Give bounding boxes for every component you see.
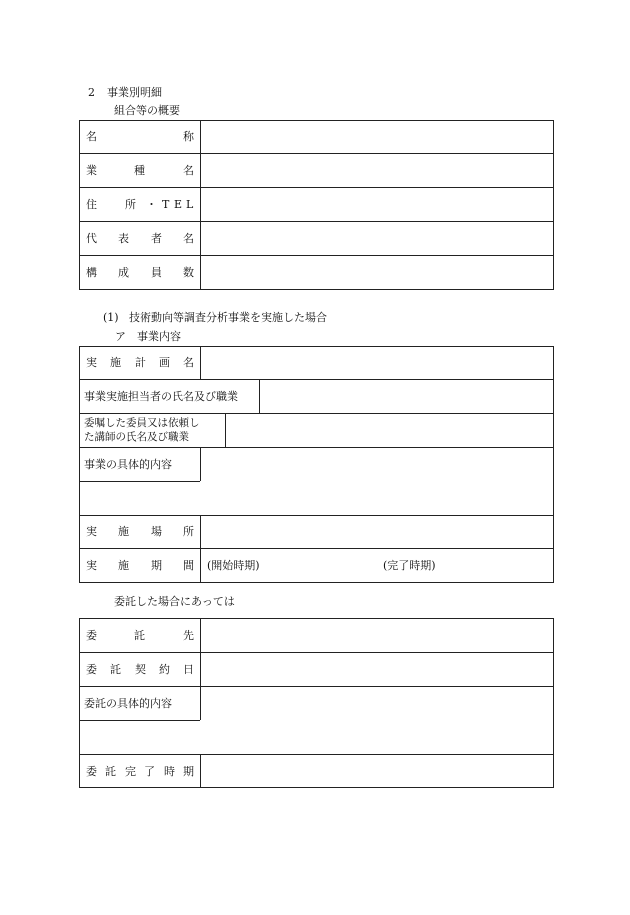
label-address-3: ・ xyxy=(146,198,157,211)
period-end-label: (完了時期) xyxy=(383,559,436,572)
name-value-cell[interactable] xyxy=(201,121,553,153)
label-plan-1: 実 xyxy=(86,356,97,369)
section-title: 事業別明細 xyxy=(107,86,162,99)
commissioned-value-cell[interactable] xyxy=(226,414,553,447)
entrust-heading: 委託した場合にあっては xyxy=(114,595,235,608)
industry-value-cell[interactable] xyxy=(201,154,553,187)
label-place-1: 実 xyxy=(86,525,97,538)
label-industry-3: 名 xyxy=(183,164,194,177)
label-commissioned-line1: 委嘱した委員又は依頼し xyxy=(84,417,200,429)
label-address-2: 所 xyxy=(125,198,136,211)
label-members-3: 員 xyxy=(151,266,162,279)
label-period-3: 期 xyxy=(151,559,162,572)
label-plan-5: 名 xyxy=(183,356,194,369)
part1-heading: 技術動向等調査分析事業を実施した場合 xyxy=(129,311,327,324)
label-period-4: 間 xyxy=(183,559,194,572)
label-completion-1: 委 xyxy=(86,765,97,778)
contract-date-value-cell[interactable] xyxy=(201,653,553,686)
label-party-3: 先 xyxy=(183,629,194,642)
section-subtitle: 組合等の概要 xyxy=(114,104,180,117)
entrust-details-line xyxy=(79,720,200,721)
label-party-1: 委 xyxy=(86,629,97,642)
part1-sub-a: ア 事業内容 xyxy=(115,330,181,343)
label-industry-2: 種 xyxy=(134,164,145,177)
label-address-6: L xyxy=(186,198,194,211)
label-commissioned-line2: た講師の氏名及び職業 xyxy=(84,431,189,443)
label-members-2: 成 xyxy=(118,266,129,279)
label-plan-3: 計 xyxy=(135,356,146,369)
label-plan-2: 施 xyxy=(110,356,121,369)
label-place-3: 場 xyxy=(151,525,162,538)
period-start-value-cell[interactable] xyxy=(270,549,375,582)
label-name-1: 名 xyxy=(86,130,97,143)
label-rep-4: 名 xyxy=(183,232,194,245)
label-manager: 事業実施担当者の氏名及び職業 xyxy=(84,390,238,403)
representative-value-cell[interactable] xyxy=(201,222,553,255)
label-name-2: 称 xyxy=(183,130,194,143)
label-rep-2: 表 xyxy=(118,232,129,245)
label-completion-6: 期 xyxy=(183,765,194,778)
label-address-4: T xyxy=(162,198,170,211)
label-contract-4: 約 xyxy=(159,663,170,676)
period-end-value-cell[interactable] xyxy=(446,549,553,582)
manager-value-cell[interactable] xyxy=(260,380,553,413)
members-value-cell[interactable] xyxy=(201,256,553,289)
entrust-details-value-cell[interactable] xyxy=(201,687,553,754)
label-members-4: 数 xyxy=(183,266,194,279)
activity-details-line xyxy=(79,481,200,482)
section-number: 2 xyxy=(88,86,95,99)
party-value-cell[interactable] xyxy=(201,619,553,652)
label-place-4: 所 xyxy=(183,525,194,538)
label-plan-4: 画 xyxy=(159,356,170,369)
label-rep-3: 者 xyxy=(151,232,162,245)
label-contract-3: 契 xyxy=(135,663,146,676)
label-period-2: 施 xyxy=(118,559,129,572)
label-place-2: 施 xyxy=(118,525,129,538)
label-completion-4: 了 xyxy=(144,765,155,778)
place-value-cell[interactable] xyxy=(201,516,553,548)
label-rep-1: 代 xyxy=(86,232,97,245)
label-period-1: 実 xyxy=(86,559,97,572)
address-value-cell[interactable] xyxy=(201,188,553,221)
label-party-2: 託 xyxy=(134,629,145,642)
details-value-cell[interactable] xyxy=(201,448,553,515)
label-entrust-details: 委託の具体的内容 xyxy=(84,697,172,710)
plan-name-value-cell[interactable] xyxy=(201,347,553,379)
label-members-1: 構 xyxy=(86,266,97,279)
label-completion-2: 託 xyxy=(105,765,116,778)
label-address-5: E xyxy=(174,198,183,211)
completion-value-cell[interactable] xyxy=(201,755,553,787)
label-contract-5: 日 xyxy=(183,663,194,676)
label-details: 事業の具体的内容 xyxy=(84,458,172,471)
period-start-label: (開始時期) xyxy=(207,559,260,572)
label-address-1: 住 xyxy=(86,198,97,211)
label-completion-5: 時 xyxy=(164,765,175,778)
label-completion-3: 完 xyxy=(125,765,136,778)
label-contract-2: 託 xyxy=(110,663,121,676)
label-industry-1: 業 xyxy=(86,164,97,177)
label-contract-1: 委 xyxy=(86,663,97,676)
part1-number: (1) xyxy=(103,311,119,324)
